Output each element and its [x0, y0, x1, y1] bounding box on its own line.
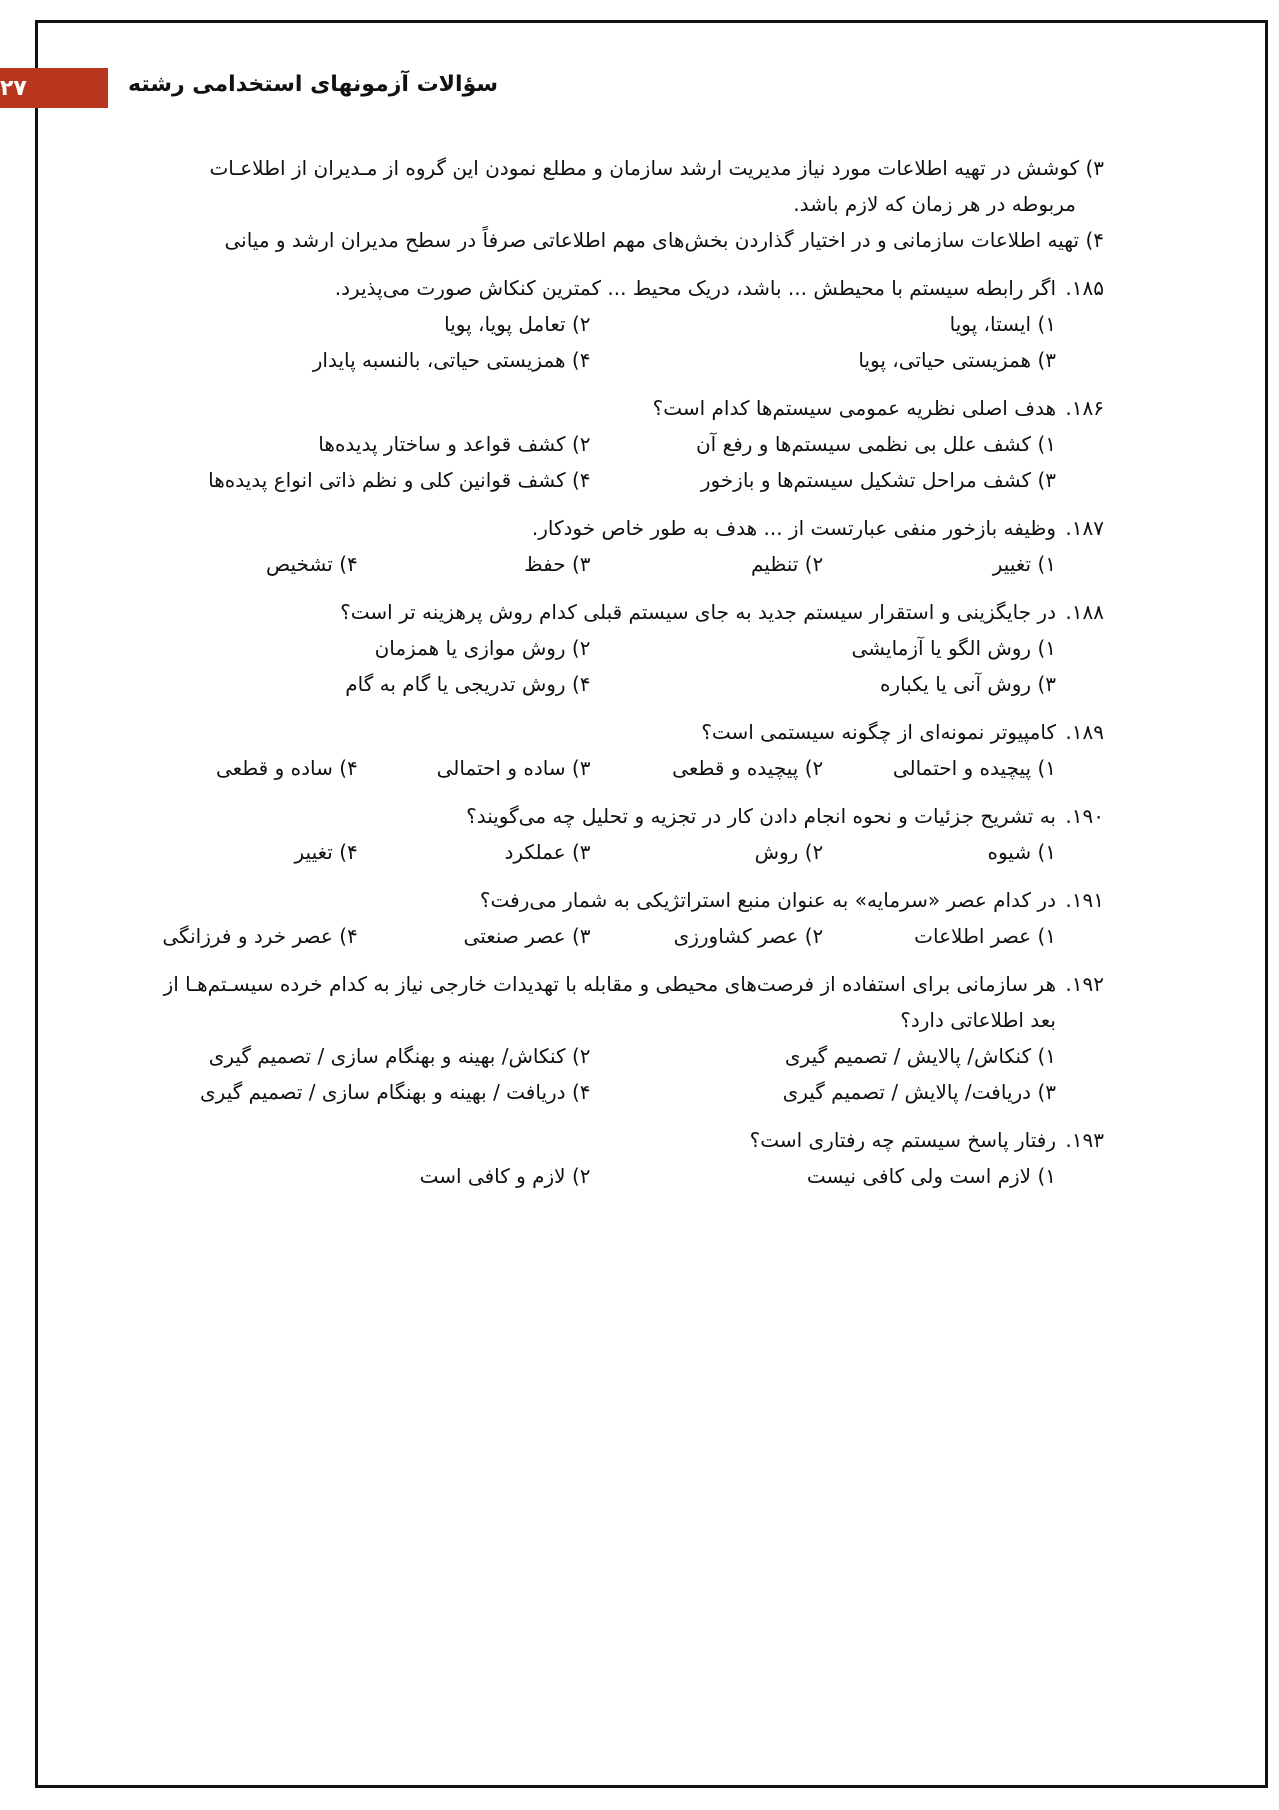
question-190	[125, 798, 1104, 870]
options	[125, 1158, 1104, 1194]
question-187	[125, 510, 1104, 582]
option: ۳) روش آنی یا یکباره	[879, 672, 1056, 696]
option: ۲) تنظیم	[750, 552, 824, 576]
option: ۱) شیوه	[987, 840, 1056, 864]
question-stem	[125, 510, 1104, 546]
options	[125, 834, 1104, 870]
question-stem	[125, 594, 1104, 630]
question-stem	[125, 798, 1104, 834]
question-stem	[125, 270, 1104, 306]
options	[125, 630, 1104, 702]
question-number: ۱۹۳.	[1065, 1128, 1104, 1152]
page-number-badge: ۲۷	[0, 68, 108, 108]
option: ۴) روش تدریجی یا گام به گام	[345, 672, 591, 696]
option: ۲) تعامل پویا، پویا	[444, 312, 591, 336]
option: ۱) ایستا، پویا	[949, 312, 1056, 336]
document-body	[125, 150, 1104, 1194]
option: ۴) همزیستی حیاتی، بالنسبه پایدار	[312, 348, 591, 372]
option: ۳) دریافت/ پالایش / تصمیم گیری	[782, 1080, 1056, 1104]
question-text: رفتار پاسخ سیستم چه رفتاری است؟	[749, 1128, 1056, 1152]
question-number: ۱۹۲.	[1065, 972, 1104, 996]
question-text: به تشریح جزئیات و نحوه انجام دادن کار در تجزیه و تحلیل چه می‌گویند؟	[466, 804, 1056, 828]
question-number: ۱۸۸.	[1065, 600, 1104, 624]
option: ۲) کنکاش/ بهینه و بهنگام سازی / تصمیم گیری	[208, 1044, 591, 1068]
option: ۱) کنکاش/ پالایش / تصمیم گیری	[784, 1044, 1056, 1068]
continued-option-line: ۴) تهیه اطلاعات سازمانی و در اختیار گذاردن بخش‌های مهم اطلاعاتی صرفاً در سطح مدیران ارشد و میانی	[224, 228, 1104, 252]
question-number: ۱۹۱.	[1065, 888, 1104, 912]
question-stem	[125, 1122, 1104, 1158]
option: ۲) روش	[754, 840, 824, 864]
question-stem	[125, 714, 1104, 750]
options	[125, 546, 1104, 582]
question-text: هر سازمانی برای استفاده از فرصت‌های محیطی و مقابله با تهدیدات خارجی نیاز به کدام خرده سیسـتم‌هـا از	[163, 972, 1056, 996]
option: ۴) تشخیص	[265, 552, 358, 576]
question-number: ۱۸۵.	[1065, 276, 1104, 300]
question-stem	[125, 882, 1104, 918]
question-text: هدف اصلی نظریه عمومی سیستم‌ها کدام است؟	[652, 396, 1056, 420]
question-number: ۱۸۷.	[1065, 516, 1104, 540]
question-193	[125, 1122, 1104, 1194]
question-188	[125, 594, 1104, 702]
question-stem	[125, 966, 1104, 1002]
option: ۱) عصر اطلاعات	[914, 924, 1056, 948]
option: ۴) عصر خرد و فرزانگی	[162, 924, 358, 948]
option: ۳) ساده و احتمالی	[436, 756, 591, 780]
options	[125, 750, 1104, 786]
question-text: در جایگزینی و استقرار سیستم جدید به جای سیستم قبلی کدام روش پرهزینه تر است؟	[340, 600, 1056, 624]
question-191	[125, 882, 1104, 954]
options	[125, 1038, 1104, 1110]
question-186	[125, 390, 1104, 498]
options	[125, 426, 1104, 498]
option: ۱) کشف علل بی نظمی سیستم‌ها و رفع آن	[695, 432, 1056, 456]
question-stem	[125, 390, 1104, 426]
option: ۲) لازم و کافی است	[419, 1164, 591, 1188]
option: ۳) همزیستی حیاتی، پویا	[858, 348, 1056, 372]
question-text: وظیفه بازخور منفی عبارتست از ... هدف به طور خاص خودکار.	[531, 516, 1056, 540]
option: ۲) روش موازی یا همزمان	[374, 636, 591, 660]
page-header	[0, 68, 520, 114]
question-number: ۱۸۹.	[1065, 720, 1104, 744]
question-text-continued: بعد اطلاعاتی دارد؟	[900, 1008, 1056, 1032]
question-185	[125, 270, 1104, 378]
option: ۳) عصر صنعتی	[463, 924, 591, 948]
options	[125, 918, 1104, 954]
question-text: اگر رابطه سیستم با محیطش ... باشد، دریک محیط ... کمترین کنکاش صورت می‌پذیرد.	[334, 276, 1056, 300]
question-text: کامپیوتر نمونه‌ای از چگونه سیستمی است؟	[701, 720, 1056, 744]
question-number: ۱۹۰.	[1065, 804, 1104, 828]
option: ۲) پیچیده و قطعی	[672, 756, 824, 780]
option: ۲) کشف قواعد و ساختار پدیده‌ها	[318, 432, 591, 456]
continued-option-line: ۳) کوشش در تهیه اطلاعات مورد نیاز مدیریت ارشد سازمان و مطلع نمودن این گروه از مـدیران از اطلاعـات	[209, 156, 1104, 180]
option: ۱) پیچیده و احتمالی	[892, 756, 1056, 780]
options	[125, 306, 1104, 378]
option: ۳) حفظ	[524, 552, 591, 576]
question-189	[125, 714, 1104, 786]
header-title: سؤالات آزمونهای استخدامی رشته	[128, 72, 499, 97]
option: ۴) تغییر	[294, 840, 358, 864]
option: ۳) عملکرد	[504, 840, 591, 864]
question-number: ۱۸۶.	[1065, 396, 1104, 420]
option: ۴) ساده و قطعی	[215, 756, 358, 780]
continued-options	[125, 150, 1104, 258]
option: ۱) لازم است ولی کافی نیست	[806, 1164, 1056, 1188]
option: ۲) عصر کشاورزی	[673, 924, 824, 948]
continued-option-line: مربوطه در هر زمان که لازم باشد.	[793, 192, 1076, 216]
option: ۳) کشف مراحل تشکیل سیستم‌ها و بازخور	[700, 468, 1056, 492]
option: ۴) دریافت / بهینه و بهنگام سازی / تصمیم گیری	[200, 1080, 591, 1104]
option: ۱) روش الگو یا آزمایشی	[851, 636, 1056, 660]
option: ۱) تغییر	[992, 552, 1056, 576]
question-text: در کدام عصر «سرمایه» به عنوان منبع استراتژیکی به شمار می‌رفت؟	[479, 888, 1056, 912]
question-192	[125, 966, 1104, 1110]
option: ۴) کشف قوانین کلی و نظم ذاتی انواع پدیده‌ها	[208, 468, 591, 492]
